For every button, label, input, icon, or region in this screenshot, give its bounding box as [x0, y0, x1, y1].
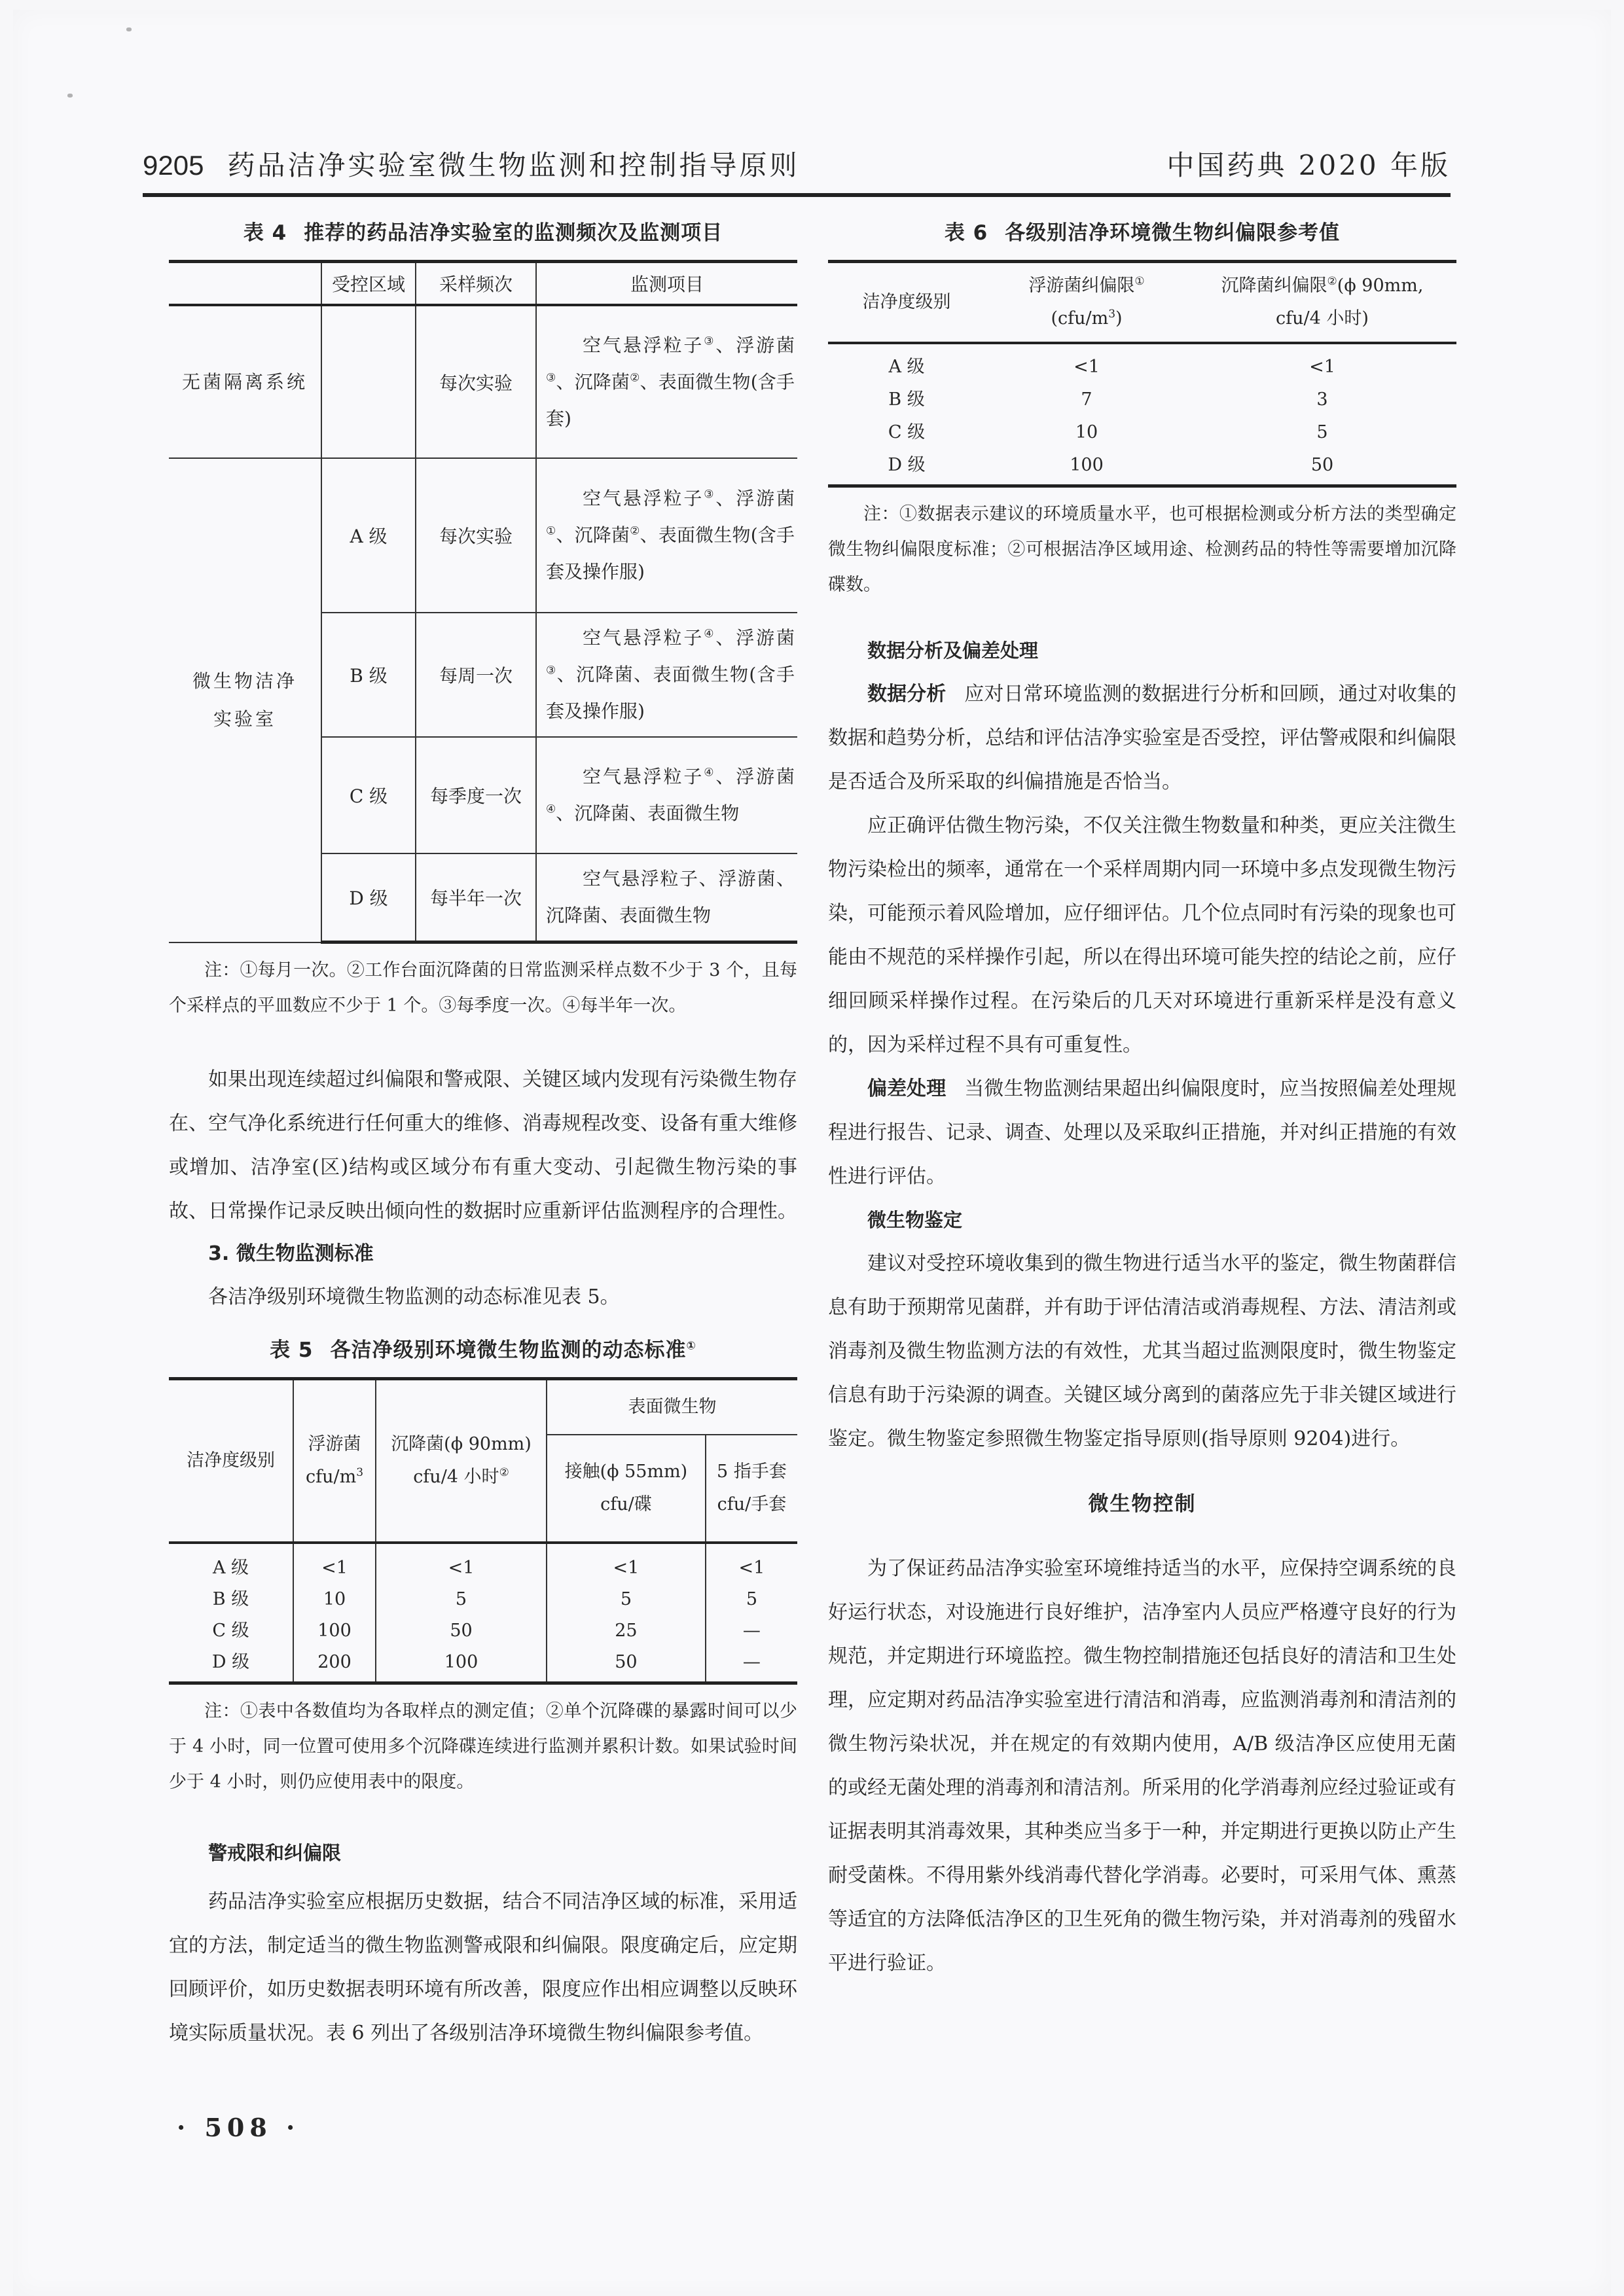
table5-header-glove-line1: 5 指手套	[717, 1462, 787, 1482]
monitoring-item-text: 、沉降菌	[556, 370, 630, 393]
monitoring-item-text: 空气悬浮粒子、浮游菌、沉降菌、表面微生物	[546, 868, 795, 926]
table6-header-grade: 洁净度级别	[828, 262, 985, 344]
header-text: 浮游菌纠偏限	[1028, 276, 1135, 296]
table4-system-cell: 无菌隔离系统	[169, 305, 321, 458]
footnote-marker: ②	[630, 371, 640, 385]
identification-heading: 微生物鉴定	[867, 1209, 963, 1231]
table5-header-contact-line2: cfu/碟	[600, 1494, 652, 1515]
footnote-marker: ③	[704, 488, 716, 501]
table5-header-airborne-line1: 浮游菌	[308, 1434, 361, 1454]
header-text: 沉降菌纠偏限	[1221, 276, 1327, 296]
table5-header-contact-line1: 接触(ϕ 55mm)	[564, 1462, 688, 1482]
table4-header-row	[169, 262, 797, 306]
table4-grade-cell: C 级	[321, 737, 416, 853]
table5-cell-glove: 5	[706, 1584, 797, 1615]
footnote-marker: ①	[1134, 275, 1145, 288]
table6-cell-airborne: <1	[1074, 357, 1100, 377]
table5-cell-settle: 50	[376, 1615, 547, 1647]
monitoring-item-text: 、沉降菌、表面微生物	[556, 802, 740, 824]
table6-header-settle	[1188, 262, 1456, 344]
footnote-marker: ③	[546, 664, 557, 677]
scan-speck	[67, 94, 73, 98]
table6-header-row	[828, 262, 1456, 344]
data-analysis-heading: 数据分析及偏差处理	[867, 639, 1039, 662]
scan-speck	[126, 27, 132, 31]
table5	[169, 1377, 797, 1685]
section3-intro: 各洁净级别环境微生物监测的动态标准见表 5。	[208, 1285, 620, 1308]
table6-cell-settle: <1	[1309, 357, 1335, 377]
table6-cell-grade: C 级	[888, 422, 926, 442]
table5-cell-settle: <1	[376, 1543, 547, 1584]
table5-header-glove-line2: cfu/手套	[717, 1494, 787, 1515]
alert-limits-heading: 警戒限和纠偏限	[208, 1842, 342, 1864]
table5-title-footnote: ①	[686, 1339, 696, 1353]
microbial-control-paragraph: 为了保证药品洁净实验室环境维持适当的水平，应保持空调系统的良好运行状态，对设施进行良好维护，洁净室内人员应严格遵守良好的行为规范，并定期进行环境监控。微生物控制措施还包括良好的清洁和卫生处理，应定期对药品洁净实验室进行清洁和消毒，应监测消毒剂和清洁剂的微生物污染状况，并在规定的有效期内使用，A/B 级洁净区应使用无菌的或经无菌处理的消毒剂和清洁剂。所采用的化学消毒剂应经过验证或有证据表明其消毒效果，其种类应当多于一种，并定期进行更换以防止产生耐受菌株。不得用紫外线消毒代替化学消毒。必要时，可采用气体、熏蒸等适宜的方法降低洁净区的卫生死角的微生物污染，并对消毒剂的残留水平进行验证。	[828, 1557, 1456, 1975]
monitoring-item-text: 空气悬浮粒子	[583, 766, 704, 787]
table5-cell-glove: —	[706, 1615, 797, 1647]
identification-paragraph: 建议对受控环境收集到的微生物进行适当水平的鉴定，微生物菌群信息有助于预期常见菌群，并有助于评估清洁或消毒规程、方法、清洁剂或消毒剂及微生物监测方法的有效性，尤其当超过监测限度时，微生物鉴定信息有助于污染源的调查。关键区域分离到的菌落应先于非关键区域进行鉴定。微生物鉴定参照微生物鉴定指导原则(指导原则 9204)进行。	[828, 1252, 1456, 1450]
footnote-marker: ③	[546, 371, 556, 385]
unit-text: cfu/m	[305, 1467, 357, 1487]
table5-cell-contact: 5	[547, 1584, 706, 1615]
table5-title: 各洁净级别环境微生物监测的动态标准	[330, 1338, 687, 1362]
deviation-text: 当微生物监测结果超出纠偏限度时，应当按照偏差处理规程进行报告、记录、调查、处理以及采取纠正措施，并对纠正措施的有效性进行评估。	[828, 1077, 1457, 1188]
table6-row	[828, 416, 1456, 449]
unit-text: cfu/4 小时	[413, 1467, 499, 1487]
monitoring-item-text: 空气悬浮粒子	[583, 488, 704, 509]
monitoring-item-text: 、浮游菌	[715, 627, 795, 649]
table4	[169, 260, 797, 944]
table4-items-cell	[536, 853, 797, 942]
monitoring-item-text: 、表面微生物(含手套)	[546, 370, 795, 429]
monitoring-item-text: 空气悬浮粒子	[583, 627, 704, 649]
table6-cell-airborne: 7	[1081, 389, 1092, 410]
table6-cell-airborne: 100	[985, 449, 1188, 486]
table5-cell-settle: 100	[376, 1647, 547, 1683]
unit-exponent: 3	[1108, 308, 1116, 321]
table5-number: 表 5	[270, 1338, 314, 1362]
table5-cell-grade: D 级	[169, 1647, 293, 1683]
table5-header-settle-line1: 沉降菌(ϕ 90mm)	[391, 1434, 532, 1454]
table5-header-settle-unit	[378, 1461, 545, 1494]
monitoring-item-text: 、浮游菌	[715, 766, 795, 787]
monitoring-item-text: 、沉降菌	[556, 524, 630, 546]
table4-frequency-cell: 每周一次	[416, 613, 536, 737]
data-analysis-label: 数据分析	[867, 683, 947, 706]
table5-cell-settle: 5	[376, 1584, 547, 1615]
footnote-marker: ④	[704, 627, 716, 641]
table5-cell-airborne: <1	[293, 1543, 376, 1584]
table6-cell-grade: A 级	[888, 357, 925, 377]
table5-header-airborne-unit	[295, 1461, 374, 1494]
table6	[828, 260, 1456, 488]
data-analysis-paragraph	[828, 672, 1456, 804]
footnote-marker: ②	[630, 524, 640, 538]
table6-row	[828, 449, 1456, 486]
table5-caption	[169, 1333, 797, 1363]
table4-items-cell	[536, 737, 797, 853]
chapter-title: 药品洁净实验室微生物监测和控制指导原则	[227, 149, 800, 181]
table5-cell-airborne: 100	[293, 1615, 376, 1647]
table5-cell-contact: <1	[547, 1543, 706, 1584]
table4-header-cell	[169, 262, 321, 306]
table4-header-cell: 采样频次	[416, 262, 536, 306]
table4-title: 推荐的药品洁净实验室的监测频次及监测项目	[304, 221, 723, 245]
table6-caption	[828, 216, 1456, 245]
table4-number: 表 4	[243, 221, 287, 245]
unit-text: (cfu/m	[1051, 308, 1109, 329]
table6-cell-grade: D 级	[828, 449, 985, 486]
table5-header-airborne	[293, 1379, 376, 1543]
table6-cell-settle: 5	[1316, 422, 1328, 442]
table5-header-contact	[547, 1435, 706, 1543]
unit-exponent: 3	[356, 1466, 364, 1479]
table5-cell-grade: B 级	[169, 1584, 293, 1615]
footnote-marker: ③	[704, 334, 716, 348]
running-header-left	[143, 144, 799, 183]
footnote-marker: ①	[546, 524, 556, 538]
table6-cell-settle: 3	[1316, 389, 1328, 410]
page-number: · 508 ·	[177, 2113, 300, 2142]
footnote-marker: ④	[704, 766, 716, 780]
data-analysis-text: 应对日常环境监测的数据进行分析和回顾，通过对收集的数据和趋势分析，总结和评估洁净实验室是否受控，评估警戒限和纠偏限是否适合及所采取的纠偏措施是否恰当。	[828, 683, 1457, 793]
table4-row	[169, 458, 797, 613]
table4-frequency-cell: 每次实验	[416, 305, 536, 458]
contamination-paragraph: 应正确评估微生物污染，不仅关注微生物数量和种类，更应关注微生物污染检出的频率，通常在一个采样周期内同一环境中多点发现微生物污染，可能预示着风险增加，应仔细评估。几个位点同时有污染的现象也可能由不规范的采样操作引起，所以在得出环境可能失控的结论之前，应仔细回顾采样操作过程。在污染后的几天对环境进行重新采样是没有意义的，因为采样过程不具有可重复性。	[828, 814, 1456, 1056]
paragraph-revalidation: 如果出现连续超过纠偏限和警戒限、关键区域内发现有污染微生物存在、空气净化系统进行任何重大的维修、消毒规程改变、设备有重大维修或增加、洁净室(区)结构或区域分布有重大变动、引起微生物污染的事故、日常操作记录反映出倾向性的数据时应重新评估监测程序的合理性。	[169, 1068, 797, 1223]
running-header	[143, 134, 1451, 197]
table5-note: 注：①表中各数值均为各取样点的测定值；②单个沉降碟的暴露时间可以少于 4 小时，同一位置可使用多个沉降碟连续进行监测并累积计数。如果试验时间少于 4 小时，则仍应使用表中的限度。	[169, 1701, 797, 1792]
table6-header-settle-line1	[1188, 270, 1456, 302]
table4-note: 注：①每月一次。②工作台面沉降菌的日常监测采样点数不少于 3 个，且每个采样点的平皿数应不少于 1 个。③每季度一次。④每半年一次。	[169, 960, 797, 1016]
table4-frequency-cell: 每季度一次	[416, 737, 536, 853]
alert-limits-paragraph: 药品洁净实验室应根据历史数据，结合不同洁净区域的标准，采用适宜的方法，制定适当的微生物监测警戒限和纠偏限。限度确定后，应定期回顾评价，如历史数据表明环境有所改善，限度应作出相应调整以反映环境实际质量状况。表 6 列出了各级别洁净环境微生物纠偏限参考值。	[169, 1890, 797, 2045]
table6-header-airborne	[985, 262, 1188, 344]
table5-row	[169, 1647, 797, 1683]
table5-header-settle	[376, 1379, 547, 1543]
table6-title: 各级别洁净环境微生物纠偏限参考值	[1005, 221, 1341, 245]
table4-frequency-cell: 每半年一次	[416, 853, 536, 942]
table5-cell-grade: A 级	[169, 1543, 293, 1584]
table4-header-cell: 监测项目	[536, 262, 797, 306]
monitoring-item-text: 、表面微生物(含手套及操作服)	[546, 524, 795, 583]
table5-cell-contact: 25	[547, 1615, 706, 1647]
deviation-label: 偏差处理	[867, 1077, 947, 1100]
table6-cell-airborne: 10	[1075, 422, 1098, 442]
table5-cell-contact: 50	[547, 1647, 706, 1683]
footnote-marker: ②	[499, 1466, 509, 1479]
table6-header-settle-line2: cfu/4 小时)	[1276, 308, 1369, 329]
unit-text: )	[1115, 308, 1123, 329]
table5-header-glove	[706, 1435, 797, 1543]
table5-row	[169, 1615, 797, 1647]
table5-cell-airborne: 10	[293, 1584, 376, 1615]
pharmacopoeia-edition: 中国药典 2020 年版	[1166, 149, 1451, 181]
table4-caption	[169, 216, 797, 245]
footnote-marker: ②	[1327, 275, 1337, 288]
right-column	[828, 216, 1456, 1985]
table6-header-airborne-line2	[985, 302, 1188, 335]
table4-grade-cell: A 级	[321, 458, 416, 613]
table4-grade-cell: B 级	[321, 613, 416, 737]
table4-items-cell	[536, 613, 797, 737]
monitoring-item-text: 、沉降菌、表面微生物(含手套及操作服)	[546, 664, 795, 722]
table4-header-cell: 受控区域	[321, 262, 416, 306]
table6-number: 表 6	[944, 221, 988, 245]
deviation-paragraph	[828, 1067, 1456, 1198]
table5-header-grade: 洁净度级别	[169, 1379, 293, 1543]
table4-items-cell	[536, 458, 797, 613]
monitoring-item-text: 空气悬浮粒子	[583, 334, 704, 356]
table5-row	[169, 1584, 797, 1615]
monitoring-item-text: 、浮游菌	[715, 488, 795, 509]
table4-row	[169, 305, 797, 458]
table6-row	[828, 343, 1456, 384]
table5-cell-airborne: 200	[293, 1647, 376, 1683]
header-text: (ϕ 90mm,	[1337, 276, 1424, 296]
table5-row	[169, 1543, 797, 1584]
table4-system-cell: 微生物洁净实验室	[169, 458, 321, 942]
table5-header-surface: 表面微生物	[547, 1379, 797, 1435]
left-column	[169, 216, 797, 2055]
footnote-marker: ④	[546, 802, 556, 816]
table6-cell-grade: B 级	[888, 389, 925, 410]
table6-cell-settle: 50	[1188, 449, 1456, 486]
table4-frequency-cell: 每次实验	[416, 458, 536, 613]
table6-row	[828, 384, 1456, 416]
chapter-code: 9205	[143, 150, 204, 181]
table5-cell-glove: <1	[706, 1543, 797, 1584]
monitoring-item-text: 、浮游菌	[715, 334, 795, 356]
microbial-control-heading: 微生物控制	[1088, 1492, 1197, 1516]
table4-items-cell	[536, 305, 797, 458]
table6-header-airborne-line1	[985, 270, 1188, 302]
table6-note: 注：①数据表示建议的环境质量水平，也可根据检测或分析方法的类型确定微生物纠偏限度标准；②可根据洁净区域用途、检测药品的特性等需要增加沉降碟数。	[828, 504, 1456, 595]
table5-header-row	[169, 1379, 797, 1435]
section-heading-3: 3. 微生物监测标准	[208, 1242, 374, 1265]
table5-cell-grade: C 级	[169, 1615, 293, 1647]
table4-grade-cell: D 级	[321, 853, 416, 942]
table4-grade-cell	[321, 305, 416, 458]
table5-cell-glove: —	[706, 1647, 797, 1683]
